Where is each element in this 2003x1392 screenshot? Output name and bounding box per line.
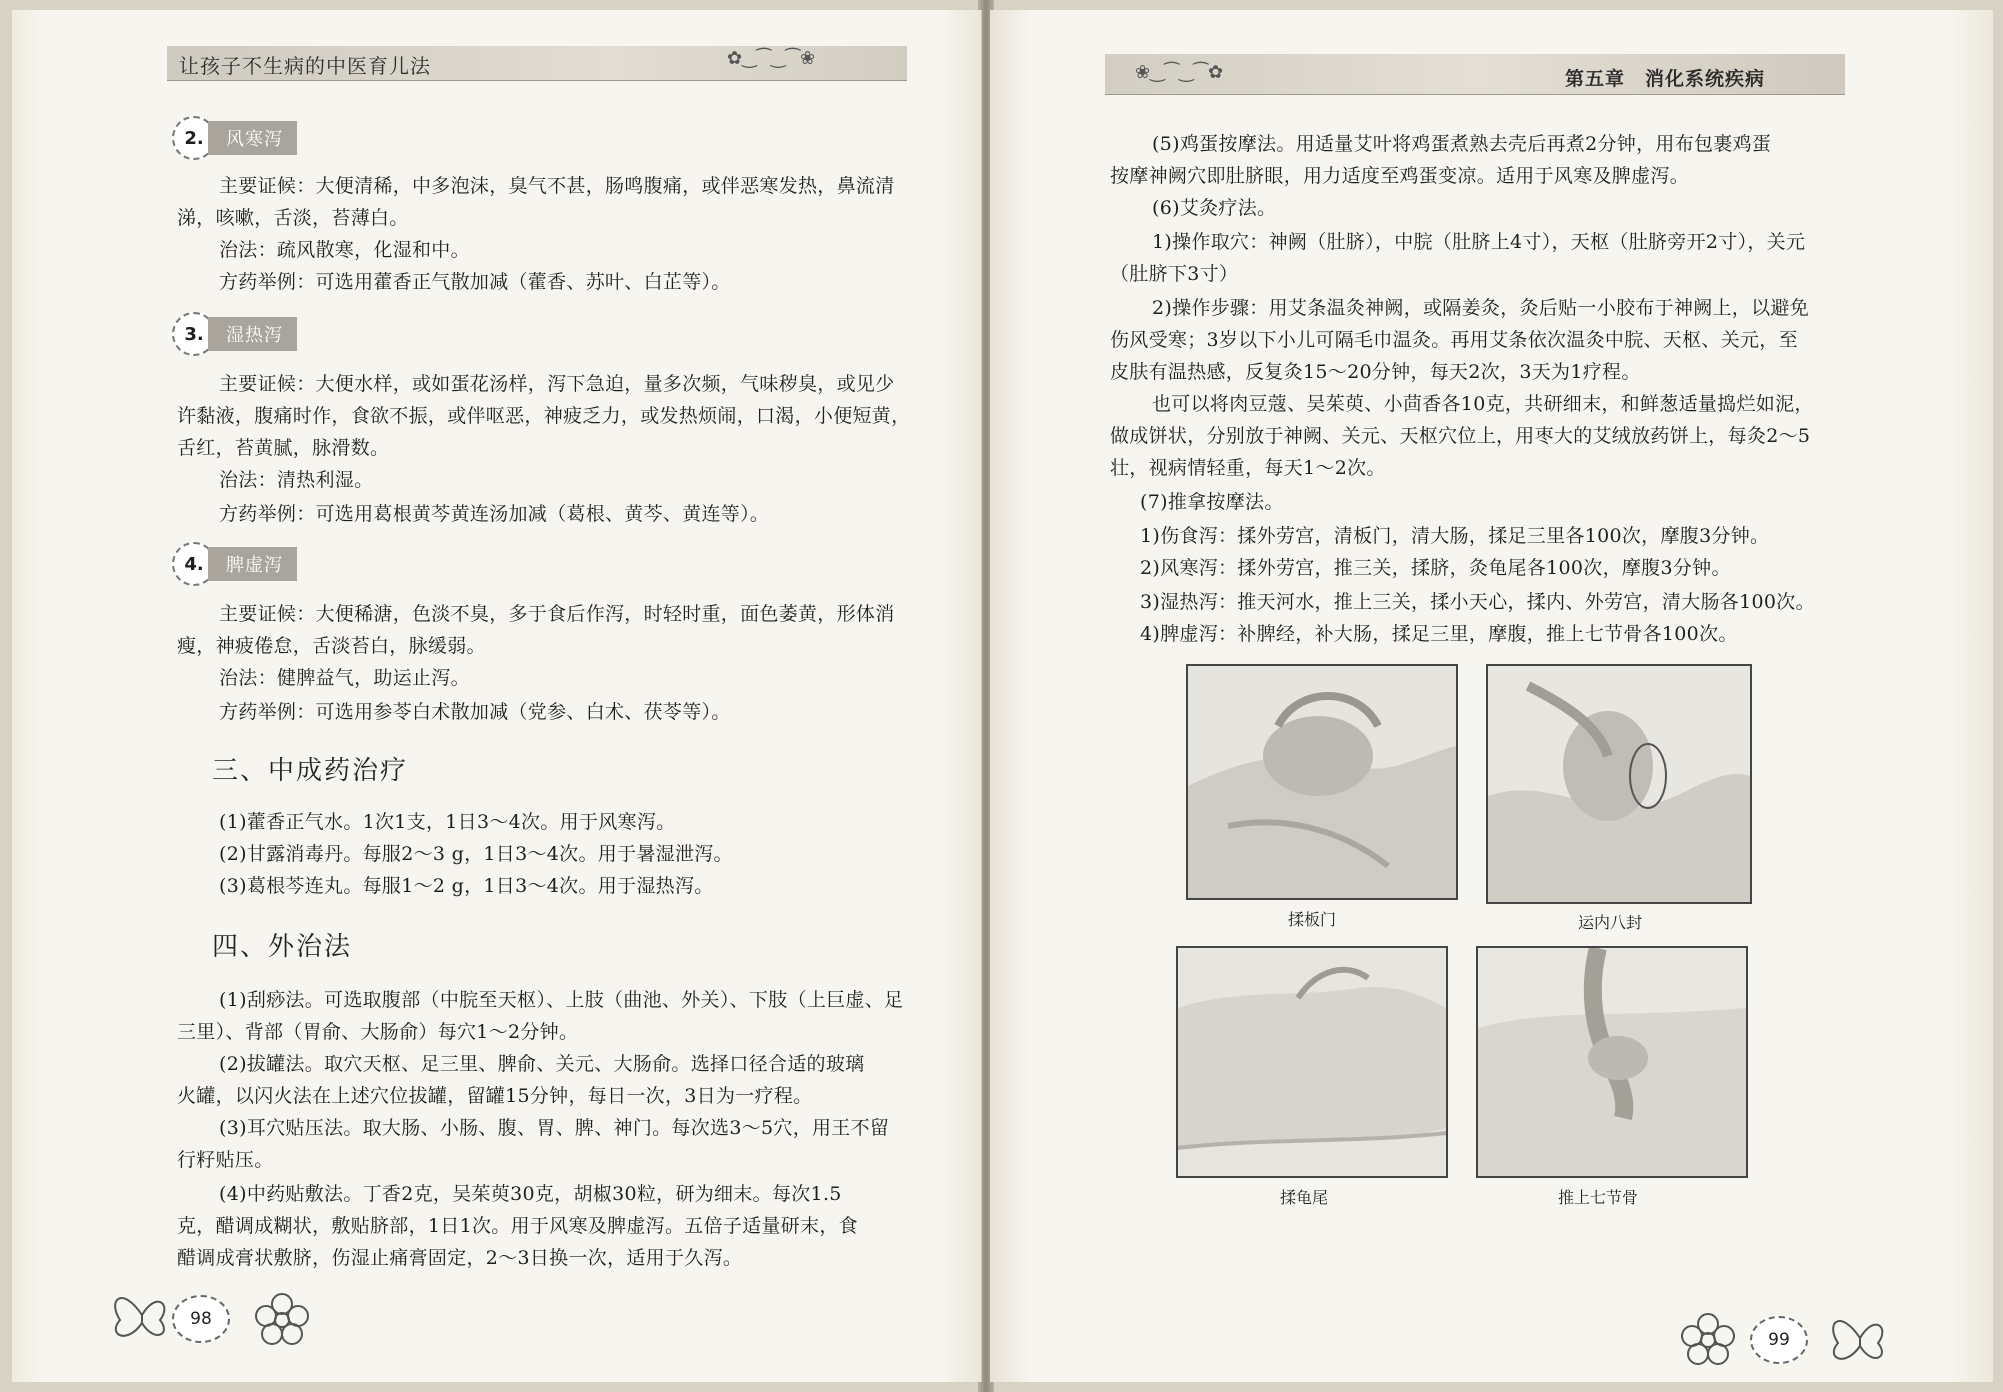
figure-caption: 揉龟尾 <box>1280 1188 1329 1207</box>
heading-tcm: 三、中成药治疗 <box>212 756 409 786</box>
text-line: (4)中药贴敷法。丁香2克，吴茱萸30克，胡椒30粒，研为细末。每次1.5 <box>219 1183 842 1205</box>
text-line: 瘦，神疲倦怠，舌淡苔白，脉缓弱。 <box>177 635 486 657</box>
heading-external: 四、外治法 <box>212 932 353 962</box>
text-line: 方药举例：可选用参苓白术散加减（党参、白术、茯苓等）。 <box>219 701 731 723</box>
figure-rou-guiwei <box>1176 946 1448 1178</box>
section-badge-3 <box>172 316 297 352</box>
text-line: 治法：健脾益气，助运止泻。 <box>219 667 470 689</box>
text-line: 1)伤食泻：揉外劳宫，清板门，清大肠，揉足三里各100次，摩腹3分钟。 <box>1140 525 1770 547</box>
text-line: 克，醋调成糊状，敷贴脐部，1日1次。用于风寒及脾虚泻。五倍子适量研末，食 <box>177 1215 858 1237</box>
text-line: 主要证候：大便水样，或如蛋花汤样，泻下急迫，量多次频，气味秽臭，或见少 <box>219 373 895 395</box>
text-line: (3)耳穴贴压法。取大肠、小肠、腹、胃、脾、神门。每次选3～5穴，用王不留 <box>219 1117 890 1139</box>
section-number: 2. <box>172 116 216 160</box>
butterfly-vine-icon: ✿‿⁀‿⁀❀ <box>727 48 816 69</box>
text-line: 方药举例：可选用藿香正气散加减（藿香、苏叶、白芷等）。 <box>219 271 731 293</box>
text-line: 壮，视病情轻重，每天1～2次。 <box>1110 457 1386 479</box>
text-line: 伤风受寒；3岁以下小儿可隔毛巾温灸。再用艾条依次温灸中脘、天枢、关元，至 <box>1110 329 1798 351</box>
figure-yun-neibagua <box>1486 664 1752 904</box>
text-line: (2)拔罐法。取穴天枢、足三里、脾俞、关元、大肠俞。选择口径合适的玻璃 <box>219 1053 865 1075</box>
butterfly-vine-icon: ❀‿⁀‿⁀✿ <box>1135 62 1224 83</box>
page-number-right: 99 <box>1750 1316 1808 1364</box>
text-line: 涕，咳嗽，舌淡，苔薄白。 <box>177 207 409 229</box>
text-line: 主要证候：大便稀溏，色淡不臭，多于食后作泻，时轻时重，面色萎黄，形体消 <box>219 603 895 625</box>
figure-caption: 运内八封 <box>1578 913 1643 932</box>
butterfly-icon <box>1820 1298 1900 1378</box>
text-line: 皮肤有温热感，反复灸15～20分钟，每天2次，3天为1疗程。 <box>1110 361 1641 383</box>
section-title: 脾虚泻 <box>208 547 297 581</box>
text-line: (7)推拿按摩法。 <box>1140 491 1284 513</box>
flower-icon <box>252 1290 312 1350</box>
text-line: (6)艾灸疗法。 <box>1152 197 1277 219</box>
text-line: 舌红，苔黄腻，脉滑数。 <box>177 437 390 459</box>
text-line: 治法：清热利湿。 <box>219 469 374 491</box>
section-badge-2 <box>172 120 297 156</box>
text-line: 3)湿热泻：推天河水，推上三关，揉小天心，揉内、外劳宫，清大肠各100次。 <box>1140 591 1815 613</box>
butterfly-icon <box>102 1275 182 1355</box>
text-line: (3)葛根芩连丸。每服1～2 g，1日3～4次。用于湿热泻。 <box>219 875 714 897</box>
left-page <box>12 10 982 1382</box>
figure-tui-qijiegu <box>1476 946 1748 1178</box>
text-line: (1)刮痧法。可选取腹部（中脘至天枢）、上肢（曲池、外关）、下肢（上巨虚、足 <box>219 989 904 1011</box>
text-line: 4)脾虚泻：补脾经，补大肠，揉足三里，摩腹，推上七节骨各100次。 <box>1140 623 1738 645</box>
text-line: 2)风寒泻：揉外劳宫，推三关，揉脐，灸龟尾各100次，摩腹3分钟。 <box>1140 557 1731 579</box>
text-line: 主要证候：大便清稀，中多泡沫，臭气不甚，肠鸣腹痛，或伴恶寒发热，鼻流清 <box>219 175 895 197</box>
massage-photo-image <box>1188 666 1456 898</box>
text-line: 做成饼状，分别放于神阙、关元、天枢穴位上，用枣大的艾绒放药饼上，每灸2～5 <box>1110 425 1811 447</box>
text-line: (1)藿香正气水。1次1支，1日3～4次。用于风寒泻。 <box>219 811 676 833</box>
figure-caption: 揉板门 <box>1288 910 1337 929</box>
massage-photo-image <box>1178 948 1446 1176</box>
figure-caption: 推上七节骨 <box>1558 1188 1639 1207</box>
text-line: 火罐，以闪火法在上述穴位拔罐，留罐15分钟，每日一次，3日为一疗程。 <box>177 1085 813 1107</box>
text-line: 三里）、背部（胃俞、大肠俞）每穴1～2分钟。 <box>177 1021 579 1043</box>
text-line: 行籽贴压。 <box>177 1149 274 1171</box>
text-line: 方药举例：可选用葛根黄芩黄连汤加减（葛根、黄芩、黄连等）。 <box>219 503 770 525</box>
section-title: 湿热泻 <box>208 317 297 351</box>
massage-photo-image <box>1488 666 1750 902</box>
text-line: （肚脐下3寸） <box>1110 263 1239 285</box>
text-line: 治法：疏风散寒，化湿和中。 <box>219 239 470 261</box>
section-number: 3. <box>172 312 216 356</box>
text-line: 也可以将肉豆蔻、吴茱萸、小茴香各10克，共研细末，和鲜葱适量捣烂如泥， <box>1152 393 1814 415</box>
section-title: 风寒泻 <box>208 121 297 155</box>
section-number: 4. <box>172 542 216 586</box>
text-line: (2)甘露消毒丹。每服2～3 g，1日3～4次。用于暑湿泄泻。 <box>219 843 733 865</box>
left-header <box>167 38 927 88</box>
section-badge-4 <box>172 546 297 582</box>
right-page <box>990 10 1993 1382</box>
text-line: (5)鸡蛋按摩法。用适量艾叶将鸡蛋煮熟去壳后再煮2分钟，用布包裹鸡蛋 <box>1152 133 1772 155</box>
text-line: 醋调成膏状敷脐，伤湿止痛膏固定，2～3日换一次，适用于久泻。 <box>177 1247 743 1269</box>
page-number-left: 98 <box>172 1295 230 1343</box>
massage-photo-image <box>1478 948 1746 1176</box>
left-header-title: 让孩子不生病的中医育儿法 <box>179 54 431 78</box>
text-line: 许黏液，腹痛时作，食欲不振，或伴呕恶，神疲乏力，或发热烦闹，口渴，小便短黄， <box>177 405 911 427</box>
flower-icon <box>1678 1310 1738 1370</box>
text-line: 2)操作步骤：用艾条温灸神阙，或隔姜灸，灸后贴一小胶布于神阙上，以避免 <box>1152 297 1810 319</box>
text-line: 1)操作取穴：神阙（肚脐），中脘（肚脐上4寸），天枢（肚脐旁开2寸），关元 <box>1152 231 1806 253</box>
figure-rou-banmen <box>1186 664 1458 900</box>
right-header-title: 第五章 消化系统疾病 <box>1565 68 1766 90</box>
right-header <box>1105 48 1865 108</box>
text-line: 按摩神阙穴即肚脐眼，用力适度至鸡蛋变凉。适用于风寒及脾虚泻。 <box>1110 165 1690 187</box>
